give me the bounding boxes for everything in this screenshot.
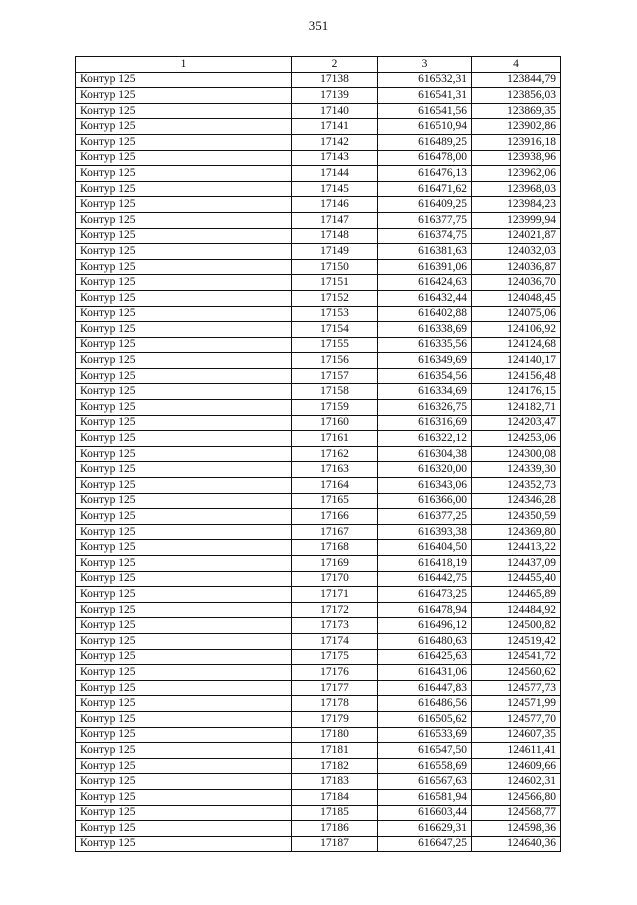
x-coordinate-cell: 616326,75 <box>378 400 472 416</box>
point-number-cell: 17170 <box>292 571 378 587</box>
point-number-cell: 17160 <box>292 415 378 431</box>
y-coordinate-cell: 124036,87 <box>472 259 561 275</box>
point-number-cell: 17176 <box>292 665 378 681</box>
y-coordinate-cell: 124465,89 <box>472 587 561 603</box>
table-row <box>76 836 561 852</box>
table-row <box>76 103 561 119</box>
y-coordinate-cell: 124413,22 <box>472 540 561 556</box>
x-coordinate-cell: 616541,31 <box>378 88 472 104</box>
table-row <box>76 727 561 743</box>
column-header-1: 1 <box>76 57 292 73</box>
point-number-cell: 17156 <box>292 353 378 369</box>
y-coordinate-cell: 124611,41 <box>472 743 561 759</box>
point-number-cell: 17177 <box>292 680 378 696</box>
contour-name-cell: Контур 125 <box>76 368 292 384</box>
contour-name-cell: Контур 125 <box>76 228 292 244</box>
table-row <box>76 322 561 338</box>
y-coordinate-cell: 124500,82 <box>472 618 561 634</box>
contour-name-cell: Контур 125 <box>76 119 292 135</box>
table-row <box>76 758 561 774</box>
y-coordinate-cell: 123902,86 <box>472 119 561 135</box>
contour-name-cell: Контур 125 <box>76 244 292 260</box>
contour-name-cell: Контур 125 <box>76 696 292 712</box>
point-number-cell: 17174 <box>292 633 378 649</box>
table-row <box>76 275 561 291</box>
table-row <box>76 134 561 150</box>
y-coordinate-cell: 124075,06 <box>472 306 561 322</box>
contour-name-cell: Контур 125 <box>76 197 292 213</box>
table-row <box>76 446 561 462</box>
x-coordinate-cell: 616338,69 <box>378 322 472 338</box>
y-coordinate-cell: 124346,28 <box>472 493 561 509</box>
x-coordinate-cell: 616425,63 <box>378 649 472 665</box>
x-coordinate-cell: 616409,25 <box>378 197 472 213</box>
point-number-cell: 17159 <box>292 400 378 416</box>
x-coordinate-cell: 616532,31 <box>378 72 472 88</box>
x-coordinate-cell: 616471,62 <box>378 181 472 197</box>
point-number-cell: 17153 <box>292 306 378 322</box>
table-row <box>76 119 561 135</box>
table-row <box>76 384 561 400</box>
point-number-cell: 17167 <box>292 524 378 540</box>
x-coordinate-cell: 616391,06 <box>378 259 472 275</box>
point-number-cell: 17146 <box>292 197 378 213</box>
table-body <box>76 72 561 852</box>
point-number-cell: 17138 <box>292 72 378 88</box>
contour-name-cell: Контур 125 <box>76 212 292 228</box>
x-coordinate-cell: 616486,56 <box>378 696 472 712</box>
column-header-4: 4 <box>472 57 561 73</box>
point-number-cell: 17155 <box>292 337 378 353</box>
x-coordinate-cell: 616647,25 <box>378 836 472 852</box>
contour-name-cell: Контур 125 <box>76 509 292 525</box>
y-coordinate-cell: 123856,03 <box>472 88 561 104</box>
point-number-cell: 17162 <box>292 446 378 462</box>
table-row <box>76 150 561 166</box>
contour-name-cell: Контур 125 <box>76 275 292 291</box>
point-number-cell: 17158 <box>292 384 378 400</box>
point-number-cell: 17182 <box>292 758 378 774</box>
point-number-cell: 17184 <box>292 789 378 805</box>
x-coordinate-cell: 616567,63 <box>378 774 472 790</box>
y-coordinate-cell: 124369,80 <box>472 524 561 540</box>
contour-name-cell: Контур 125 <box>76 337 292 353</box>
x-coordinate-cell: 616431,06 <box>378 665 472 681</box>
point-number-cell: 17142 <box>292 134 378 150</box>
contour-name-cell: Контур 125 <box>76 836 292 852</box>
point-number-cell: 17163 <box>292 462 378 478</box>
y-coordinate-cell: 124176,15 <box>472 384 561 400</box>
y-coordinate-cell: 124577,73 <box>472 680 561 696</box>
x-coordinate-cell: 616343,06 <box>378 478 472 494</box>
table-row <box>76 197 561 213</box>
y-coordinate-cell: 124437,09 <box>472 556 561 572</box>
x-coordinate-cell: 616322,12 <box>378 431 472 447</box>
y-coordinate-cell: 124203,47 <box>472 415 561 431</box>
x-coordinate-cell: 616377,75 <box>378 212 472 228</box>
y-coordinate-cell: 123968,03 <box>472 181 561 197</box>
contour-name-cell: Контур 125 <box>76 103 292 119</box>
table-row <box>76 368 561 384</box>
point-number-cell: 17173 <box>292 618 378 634</box>
x-coordinate-cell: 616320,00 <box>378 462 472 478</box>
x-coordinate-cell: 616418,19 <box>378 556 472 572</box>
x-coordinate-cell: 616603,44 <box>378 805 472 821</box>
point-number-cell: 17164 <box>292 478 378 494</box>
y-coordinate-cell: 124021,87 <box>472 228 561 244</box>
table-row <box>76 337 561 353</box>
x-coordinate-cell: 616424,63 <box>378 275 472 291</box>
contour-name-cell: Контур 125 <box>76 259 292 275</box>
y-coordinate-cell: 123916,18 <box>472 134 561 150</box>
point-number-cell: 17168 <box>292 540 378 556</box>
contour-name-cell: Контур 125 <box>76 743 292 759</box>
contour-name-cell: Контур 125 <box>76 524 292 540</box>
y-coordinate-cell: 123984,23 <box>472 197 561 213</box>
point-number-cell: 17150 <box>292 259 378 275</box>
table-header-row <box>76 57 561 73</box>
point-number-cell: 17166 <box>292 509 378 525</box>
contour-name-cell: Контур 125 <box>76 493 292 509</box>
contour-name-cell: Контур 125 <box>76 556 292 572</box>
x-coordinate-cell: 616304,38 <box>378 446 472 462</box>
table-row <box>76 540 561 556</box>
x-coordinate-cell: 616442,75 <box>378 571 472 587</box>
table-row <box>76 618 561 634</box>
table-row <box>76 524 561 540</box>
table-row <box>76 805 561 821</box>
x-coordinate-cell: 616366,00 <box>378 493 472 509</box>
y-coordinate-cell: 124602,31 <box>472 774 561 790</box>
column-header-3: 3 <box>378 57 472 73</box>
y-coordinate-cell: 124607,35 <box>472 727 561 743</box>
x-coordinate-cell: 616404,50 <box>378 540 472 556</box>
x-coordinate-cell: 616349,69 <box>378 353 472 369</box>
y-coordinate-cell: 124566,80 <box>472 789 561 805</box>
page-number: 351 <box>308 18 329 33</box>
contour-name-cell: Контур 125 <box>76 805 292 821</box>
table-row <box>76 478 561 494</box>
y-coordinate-cell: 124048,45 <box>472 290 561 306</box>
table-row <box>76 244 561 260</box>
contour-name-cell: Контур 125 <box>76 353 292 369</box>
contour-name-cell: Контур 125 <box>76 290 292 306</box>
table-row <box>76 743 561 759</box>
contour-name-cell: Контур 125 <box>76 150 292 166</box>
y-coordinate-cell: 124640,36 <box>472 836 561 852</box>
point-number-cell: 17149 <box>292 244 378 260</box>
x-coordinate-cell: 616533,69 <box>378 727 472 743</box>
contour-name-cell: Контур 125 <box>76 680 292 696</box>
y-coordinate-cell: 124124,68 <box>472 337 561 353</box>
y-coordinate-cell: 123962,06 <box>472 166 561 182</box>
point-number-cell: 17185 <box>292 805 378 821</box>
contour-name-cell: Контур 125 <box>76 821 292 837</box>
table-row <box>76 602 561 618</box>
x-coordinate-cell: 616541,56 <box>378 103 472 119</box>
x-coordinate-cell: 616354,56 <box>378 368 472 384</box>
table-row <box>76 415 561 431</box>
contour-name-cell: Контур 125 <box>76 633 292 649</box>
x-coordinate-cell: 616334,69 <box>378 384 472 400</box>
table-row <box>76 680 561 696</box>
contour-name-cell: Контур 125 <box>76 415 292 431</box>
y-coordinate-cell: 124560,62 <box>472 665 561 681</box>
x-coordinate-cell: 616374,75 <box>378 228 472 244</box>
contour-name-cell: Контур 125 <box>76 587 292 603</box>
x-coordinate-cell: 616381,63 <box>378 244 472 260</box>
x-coordinate-cell: 616558,69 <box>378 758 472 774</box>
point-number-cell: 17152 <box>292 290 378 306</box>
table-row <box>76 259 561 275</box>
contour-name-cell: Контур 125 <box>76 665 292 681</box>
contour-name-cell: Контур 125 <box>76 88 292 104</box>
y-coordinate-cell: 123844,79 <box>472 72 561 88</box>
y-coordinate-cell: 124577,70 <box>472 711 561 727</box>
y-coordinate-cell: 124455,40 <box>472 571 561 587</box>
contour-name-cell: Контур 125 <box>76 727 292 743</box>
y-coordinate-cell: 123869,35 <box>472 103 561 119</box>
y-coordinate-cell: 124106,92 <box>472 322 561 338</box>
table-row <box>76 166 561 182</box>
table-row <box>76 571 561 587</box>
point-number-cell: 17145 <box>292 181 378 197</box>
y-coordinate-cell: 124140,17 <box>472 353 561 369</box>
point-number-cell: 17141 <box>292 119 378 135</box>
point-number-cell: 17139 <box>292 88 378 104</box>
point-number-cell: 17178 <box>292 696 378 712</box>
contour-name-cell: Контур 125 <box>76 774 292 790</box>
contour-name-cell: Контур 125 <box>76 571 292 587</box>
contour-name-cell: Контур 125 <box>76 758 292 774</box>
table-row <box>76 665 561 681</box>
table-row <box>76 556 561 572</box>
contour-name-cell: Контур 125 <box>76 602 292 618</box>
table-row <box>76 400 561 416</box>
point-number-cell: 17172 <box>292 602 378 618</box>
table-row <box>76 72 561 88</box>
y-coordinate-cell: 124609,66 <box>472 758 561 774</box>
point-number-cell: 17181 <box>292 743 378 759</box>
contour-name-cell: Контур 125 <box>76 134 292 150</box>
point-number-cell: 17186 <box>292 821 378 837</box>
x-coordinate-cell: 616432,44 <box>378 290 472 306</box>
point-number-cell: 17157 <box>292 368 378 384</box>
point-number-cell: 17147 <box>292 212 378 228</box>
contour-name-cell: Контур 125 <box>76 166 292 182</box>
contour-name-cell: Контур 125 <box>76 789 292 805</box>
point-number-cell: 17180 <box>292 727 378 743</box>
table-row <box>76 633 561 649</box>
contour-name-cell: Контур 125 <box>76 540 292 556</box>
y-coordinate-cell: 124571,99 <box>472 696 561 712</box>
y-coordinate-cell: 124339,30 <box>472 462 561 478</box>
table-row <box>76 306 561 322</box>
y-coordinate-cell: 124156,48 <box>472 368 561 384</box>
x-coordinate-cell: 616505,62 <box>378 711 472 727</box>
contour-name-cell: Контур 125 <box>76 72 292 88</box>
y-coordinate-cell: 124484,92 <box>472 602 561 618</box>
point-number-cell: 17148 <box>292 228 378 244</box>
x-coordinate-cell: 616402,88 <box>378 306 472 322</box>
table-row <box>76 462 561 478</box>
x-coordinate-cell: 616316,69 <box>378 415 472 431</box>
x-coordinate-cell: 616393,38 <box>378 524 472 540</box>
table-row <box>76 493 561 509</box>
contour-name-cell: Контур 125 <box>76 306 292 322</box>
point-number-cell: 17175 <box>292 649 378 665</box>
y-coordinate-cell: 124568,77 <box>472 805 561 821</box>
y-coordinate-cell: 124598,36 <box>472 821 561 837</box>
y-coordinate-cell: 124036,70 <box>472 275 561 291</box>
table-row <box>76 649 561 665</box>
table-row <box>76 774 561 790</box>
point-number-cell: 17179 <box>292 711 378 727</box>
table-row <box>76 353 561 369</box>
table-row <box>76 711 561 727</box>
point-number-cell: 17183 <box>292 774 378 790</box>
point-number-cell: 17140 <box>292 103 378 119</box>
table-row <box>76 212 561 228</box>
x-coordinate-cell: 616480,63 <box>378 633 472 649</box>
contour-name-cell: Контур 125 <box>76 649 292 665</box>
y-coordinate-cell: 124519,42 <box>472 633 561 649</box>
y-coordinate-cell: 123999,94 <box>472 212 561 228</box>
table-row <box>76 181 561 197</box>
column-header-2: 2 <box>292 57 378 73</box>
point-number-cell: 17171 <box>292 587 378 603</box>
contour-name-cell: Контур 125 <box>76 618 292 634</box>
y-coordinate-cell: 124541,72 <box>472 649 561 665</box>
y-coordinate-cell: 124032,03 <box>472 244 561 260</box>
table-row <box>76 228 561 244</box>
table-row <box>76 290 561 306</box>
contour-name-cell: Контур 125 <box>76 400 292 416</box>
x-coordinate-cell: 616478,94 <box>378 602 472 618</box>
table-row <box>76 696 561 712</box>
point-number-cell: 17169 <box>292 556 378 572</box>
x-coordinate-cell: 616629,31 <box>378 821 472 837</box>
x-coordinate-cell: 616335,56 <box>378 337 472 353</box>
point-number-cell: 17143 <box>292 150 378 166</box>
contour-name-cell: Контур 125 <box>76 711 292 727</box>
point-number-cell: 17161 <box>292 431 378 447</box>
point-number-cell: 17165 <box>292 493 378 509</box>
y-coordinate-cell: 124182,71 <box>472 400 561 416</box>
x-coordinate-cell: 616489,25 <box>378 134 472 150</box>
contour-name-cell: Контур 125 <box>76 181 292 197</box>
x-coordinate-cell: 616510,94 <box>378 119 472 135</box>
table-row <box>76 587 561 603</box>
x-coordinate-cell: 616476,13 <box>378 166 472 182</box>
x-coordinate-cell: 616473,25 <box>378 587 472 603</box>
contour-name-cell: Контур 125 <box>76 384 292 400</box>
x-coordinate-cell: 616377,25 <box>378 509 472 525</box>
point-number-cell: 17151 <box>292 275 378 291</box>
x-coordinate-cell: 616478,00 <box>378 150 472 166</box>
contour-name-cell: Контур 125 <box>76 431 292 447</box>
point-number-cell: 17187 <box>292 836 378 852</box>
x-coordinate-cell: 616447,83 <box>378 680 472 696</box>
contour-name-cell: Контур 125 <box>76 446 292 462</box>
y-coordinate-cell: 123938,96 <box>472 150 561 166</box>
point-number-cell: 17144 <box>292 166 378 182</box>
point-number-cell: 17154 <box>292 322 378 338</box>
contour-name-cell: Контур 125 <box>76 478 292 494</box>
table-row <box>76 509 561 525</box>
x-coordinate-cell: 616547,50 <box>378 743 472 759</box>
contour-name-cell: Контур 125 <box>76 462 292 478</box>
x-coordinate-cell: 616496,12 <box>378 618 472 634</box>
table-row <box>76 821 561 837</box>
x-coordinate-cell: 616581,94 <box>378 789 472 805</box>
y-coordinate-cell: 124352,73 <box>472 478 561 494</box>
contour-name-cell: Контур 125 <box>76 322 292 338</box>
y-coordinate-cell: 124300,08 <box>472 446 561 462</box>
coordinates-table <box>75 56 561 852</box>
table-row <box>76 789 561 805</box>
y-coordinate-cell: 124350,59 <box>472 509 561 525</box>
table-row <box>76 431 561 447</box>
y-coordinate-cell: 124253,06 <box>472 431 561 447</box>
table-row <box>76 88 561 104</box>
